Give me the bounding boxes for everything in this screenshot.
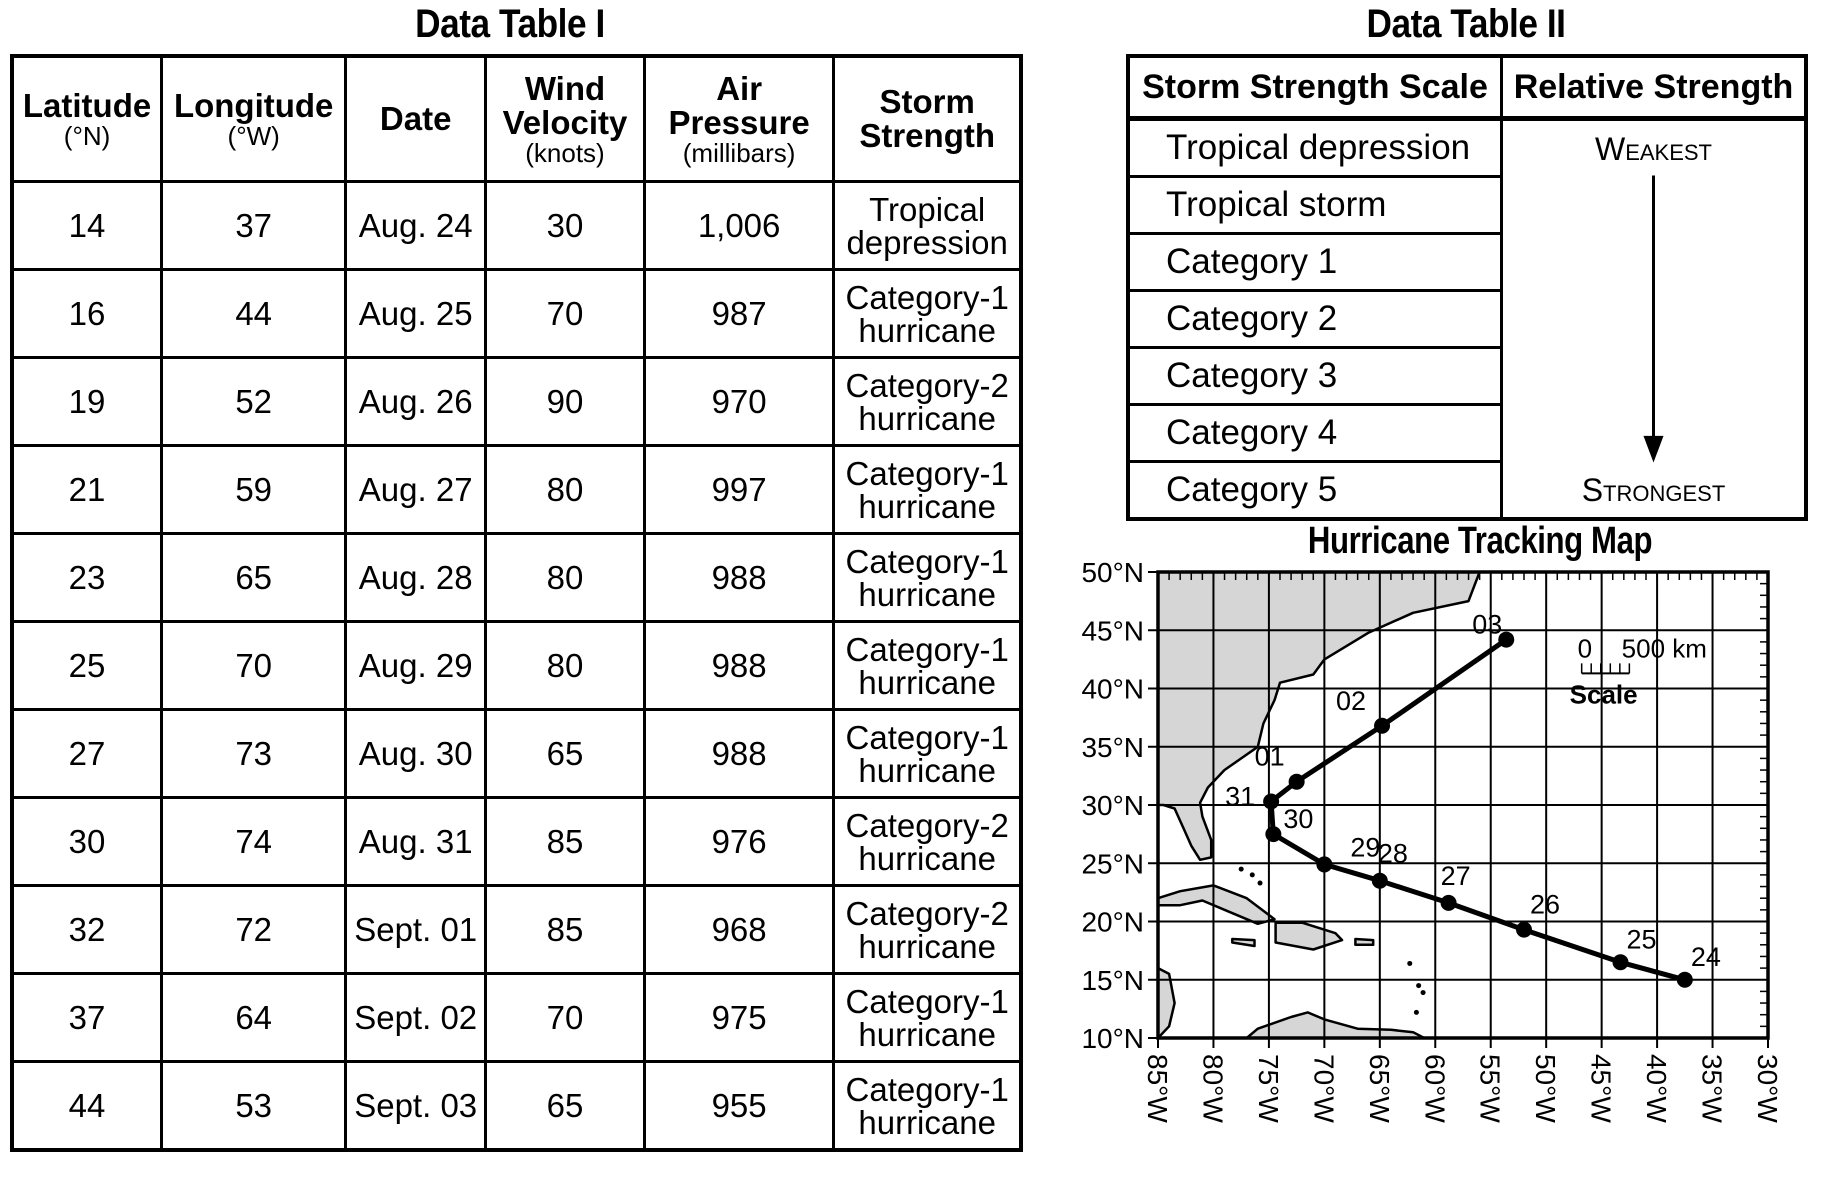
table-row: [12, 446, 1021, 534]
date-cell: Aug. 28: [346, 534, 486, 622]
longitude-label: 40°W: [1641, 1054, 1673, 1123]
latitude-cell: 27: [12, 710, 162, 798]
table-row: [12, 798, 1021, 886]
track-point: [1441, 895, 1457, 911]
wind-cell: 80: [486, 534, 645, 622]
latitude-label: 25°N: [1081, 848, 1144, 880]
table-row: [12, 182, 1021, 270]
table-row: [12, 622, 1021, 710]
pressure-cell: 988: [644, 710, 833, 798]
latitude-cell: 14: [12, 182, 162, 270]
header-latitude: [12, 56, 162, 182]
table-row: [12, 974, 1021, 1062]
scale-cell: Tropical depression: [1128, 119, 1502, 177]
table-row: [12, 358, 1021, 446]
track-point: [1316, 856, 1332, 872]
wind-cell: 70: [486, 974, 645, 1062]
pressure-cell: 987: [644, 270, 833, 358]
strength-cell: Category-1 hurricane: [834, 270, 1021, 358]
pressure-cell: 970: [644, 358, 833, 446]
latitude-cell: 21: [12, 446, 162, 534]
track-date-label: 30: [1283, 804, 1314, 835]
date-cell: Aug. 26: [346, 358, 486, 446]
scale-cell: Tropical storm: [1128, 177, 1502, 234]
header-unit: (millibars): [682, 138, 796, 168]
table1-header-row: [12, 56, 1021, 182]
table-row: [12, 886, 1021, 974]
scale-cell: Category 3: [1128, 348, 1502, 405]
latitude-label: 30°N: [1081, 790, 1144, 821]
strength-cell: Category-1 hurricane: [834, 1062, 1021, 1151]
longitude-label: 70°W: [1308, 1054, 1340, 1123]
strength-cell: Category-1 hurricane: [834, 710, 1021, 798]
wind-cell: 65: [486, 1062, 645, 1151]
scale-zero-label: 0: [1577, 633, 1593, 664]
pressure-cell: 955: [644, 1062, 833, 1151]
latitude-cell: 16: [12, 270, 162, 358]
wind-cell: 30: [486, 182, 645, 270]
longitude-label: 30°W: [1752, 1054, 1783, 1123]
longitude-cell: 64: [162, 974, 346, 1062]
pressure-cell: 988: [644, 534, 833, 622]
down-arrow-icon: [1503, 121, 1804, 517]
track-date-label: 24: [1690, 941, 1721, 972]
island-dot: [1416, 983, 1421, 988]
track-date-label: 31: [1225, 781, 1256, 812]
hurricane-tracking-map: [1030, 550, 1830, 1170]
date-cell: Sept. 01: [346, 886, 486, 974]
longitude-cell: 37: [162, 182, 346, 270]
map-title: Hurricane Tracking Map: [1307, 520, 1653, 562]
scale-title: Scale: [1569, 679, 1638, 710]
date-cell: Aug. 25: [346, 270, 486, 358]
longitude-cell: 52: [162, 358, 346, 446]
strength-cell: Category-2 hurricane: [834, 798, 1021, 886]
header-storm-strength-scale: Storm Strength Scale: [1128, 56, 1502, 119]
track-point: [1677, 972, 1693, 988]
longitude-cell: 44: [162, 270, 346, 358]
wind-cell: 80: [486, 622, 645, 710]
header-wind-velocity: [486, 56, 645, 182]
track-date-label: 29: [1350, 832, 1381, 863]
header-unit: (°W): [227, 121, 280, 151]
puerto-rico-island: [1355, 939, 1373, 945]
latitude-label: 50°N: [1081, 557, 1144, 588]
header-storm-strength: [834, 56, 1021, 182]
strength-cell: Category-1 hurricane: [834, 622, 1021, 710]
island-dot: [1239, 867, 1244, 872]
track-point: [1289, 774, 1305, 790]
date-cell: Aug. 24: [346, 182, 486, 270]
latitude-cell: 30: [12, 798, 162, 886]
table-row: [12, 1062, 1021, 1151]
strongest-label: Strongest: [1581, 472, 1726, 508]
scale-cell: Category 1: [1128, 234, 1502, 291]
header-longitude: [162, 56, 346, 182]
wind-cell: 85: [486, 798, 645, 886]
date-cell: Aug. 30: [346, 710, 486, 798]
track-date-label: 25: [1626, 924, 1657, 955]
latitude-label: 10°N: [1081, 1023, 1144, 1054]
island-dot: [1414, 1010, 1419, 1015]
pressure-cell: 997: [644, 446, 833, 534]
header-label: Storm Strength: [859, 83, 996, 154]
track-point: [1516, 922, 1532, 938]
header-unit: (°N): [63, 121, 111, 151]
strength-cell: Category-1 hurricane: [834, 534, 1021, 622]
latitude-label: 40°N: [1081, 673, 1144, 705]
header-label: Longitude: [173, 87, 334, 124]
strength-cell: Category-2 hurricane: [834, 358, 1021, 446]
strength-cell: Category-1 hurricane: [834, 974, 1021, 1062]
latitude-label: 35°N: [1081, 731, 1144, 763]
island-dot: [1407, 961, 1412, 966]
track-point: [1612, 954, 1628, 970]
header-air-pressure: [644, 56, 833, 182]
longitude-label: 85°W: [1142, 1054, 1173, 1123]
pressure-cell: 988: [644, 622, 833, 710]
island-dot: [1258, 881, 1263, 886]
latitude-cell: 25: [12, 622, 162, 710]
pressure-cell: 976: [644, 798, 833, 886]
pressure-cell: 968: [644, 886, 833, 974]
latitude-cell: 32: [12, 886, 162, 974]
header-label: Date: [379, 100, 452, 137]
longitude-cell: 74: [162, 798, 346, 886]
date-cell: Sept. 03: [346, 1062, 486, 1151]
header-label: Latitude: [22, 87, 152, 124]
island-dot: [1421, 990, 1426, 995]
track-date-label: 28: [1377, 838, 1408, 869]
island-dot: [1250, 872, 1255, 877]
track-date-label: 02: [1336, 685, 1367, 716]
longitude-cell: 59: [162, 446, 346, 534]
wind-cell: 85: [486, 886, 645, 974]
scale-cell: Category 4: [1128, 405, 1502, 462]
table-row: [1128, 119, 1806, 177]
latitude-cell: 37: [12, 974, 162, 1062]
longitude-cell: 53: [162, 1062, 346, 1151]
longitude-label: 80°W: [1197, 1054, 1229, 1123]
longitude-label: 45°W: [1585, 1054, 1617, 1123]
track-point: [1374, 718, 1390, 734]
track-date-label: 01: [1254, 741, 1285, 772]
date-cell: Aug. 29: [346, 622, 486, 710]
strength-cell: Category-1 hurricane: [834, 446, 1021, 534]
scale-cell: Category 5: [1128, 462, 1502, 520]
longitude-cell: 65: [162, 534, 346, 622]
data-table-1: [10, 54, 1023, 1152]
wind-cell: 80: [486, 446, 645, 534]
weakest-label: Weakest: [1594, 131, 1712, 167]
table2-header-row: [1128, 56, 1806, 119]
strength-cell: Tropical depression: [834, 182, 1021, 270]
track-point: [1372, 873, 1388, 889]
wind-cell: 90: [486, 358, 645, 446]
latitude-label: 15°N: [1081, 964, 1144, 996]
data-table-2: [1126, 54, 1808, 521]
longitude-label: 75°W: [1252, 1054, 1284, 1123]
longitude-label: 65°W: [1363, 1054, 1395, 1123]
table-row: [12, 534, 1021, 622]
header-relative-strength: Relative Strength: [1502, 56, 1807, 119]
latitude-cell: 19: [12, 358, 162, 446]
wind-cell: 70: [486, 270, 645, 358]
track-point: [1265, 826, 1281, 842]
data-table-2-title: Data Table II: [1366, 2, 1566, 46]
longitude-cell: 73: [162, 710, 346, 798]
pressure-cell: 1,006: [644, 182, 833, 270]
track-date-label: 03: [1472, 609, 1503, 640]
table-row: [12, 710, 1021, 798]
track-point: [1263, 794, 1279, 810]
header-label: Wind Velocity: [502, 70, 628, 141]
wind-cell: 65: [486, 710, 645, 798]
strength-cell: Category-2 hurricane: [834, 886, 1021, 974]
longitude-label: 50°W: [1530, 1054, 1562, 1123]
header-unit: (knots): [525, 138, 605, 168]
longitude-label: 55°W: [1474, 1054, 1506, 1123]
pressure-cell: 975: [644, 974, 833, 1062]
date-cell: Aug. 31: [346, 798, 486, 886]
longitude-label: 60°W: [1419, 1054, 1451, 1123]
table-row: [12, 270, 1021, 358]
latitude-label: 20°N: [1081, 906, 1144, 938]
date-cell: Sept. 02: [346, 974, 486, 1062]
longitude-cell: 72: [162, 886, 346, 974]
scale-km-label: 500 km: [1621, 633, 1707, 664]
scale-cell: Category 2: [1128, 291, 1502, 348]
track-date-label: 27: [1440, 860, 1471, 891]
latitude-label: 45°N: [1081, 615, 1144, 647]
relative-strength-cell: [1502, 119, 1807, 520]
latitude-cell: 44: [12, 1062, 162, 1151]
latitude-cell: 23: [12, 534, 162, 622]
longitude-label: 35°W: [1696, 1054, 1728, 1123]
header-date: [346, 56, 486, 182]
date-cell: Aug. 27: [346, 446, 486, 534]
longitude-cell: 70: [162, 622, 346, 710]
track-date-label: 26: [1530, 889, 1561, 920]
data-table-1-title: Data Table I: [415, 2, 605, 46]
header-label: Air Pressure: [668, 70, 810, 141]
